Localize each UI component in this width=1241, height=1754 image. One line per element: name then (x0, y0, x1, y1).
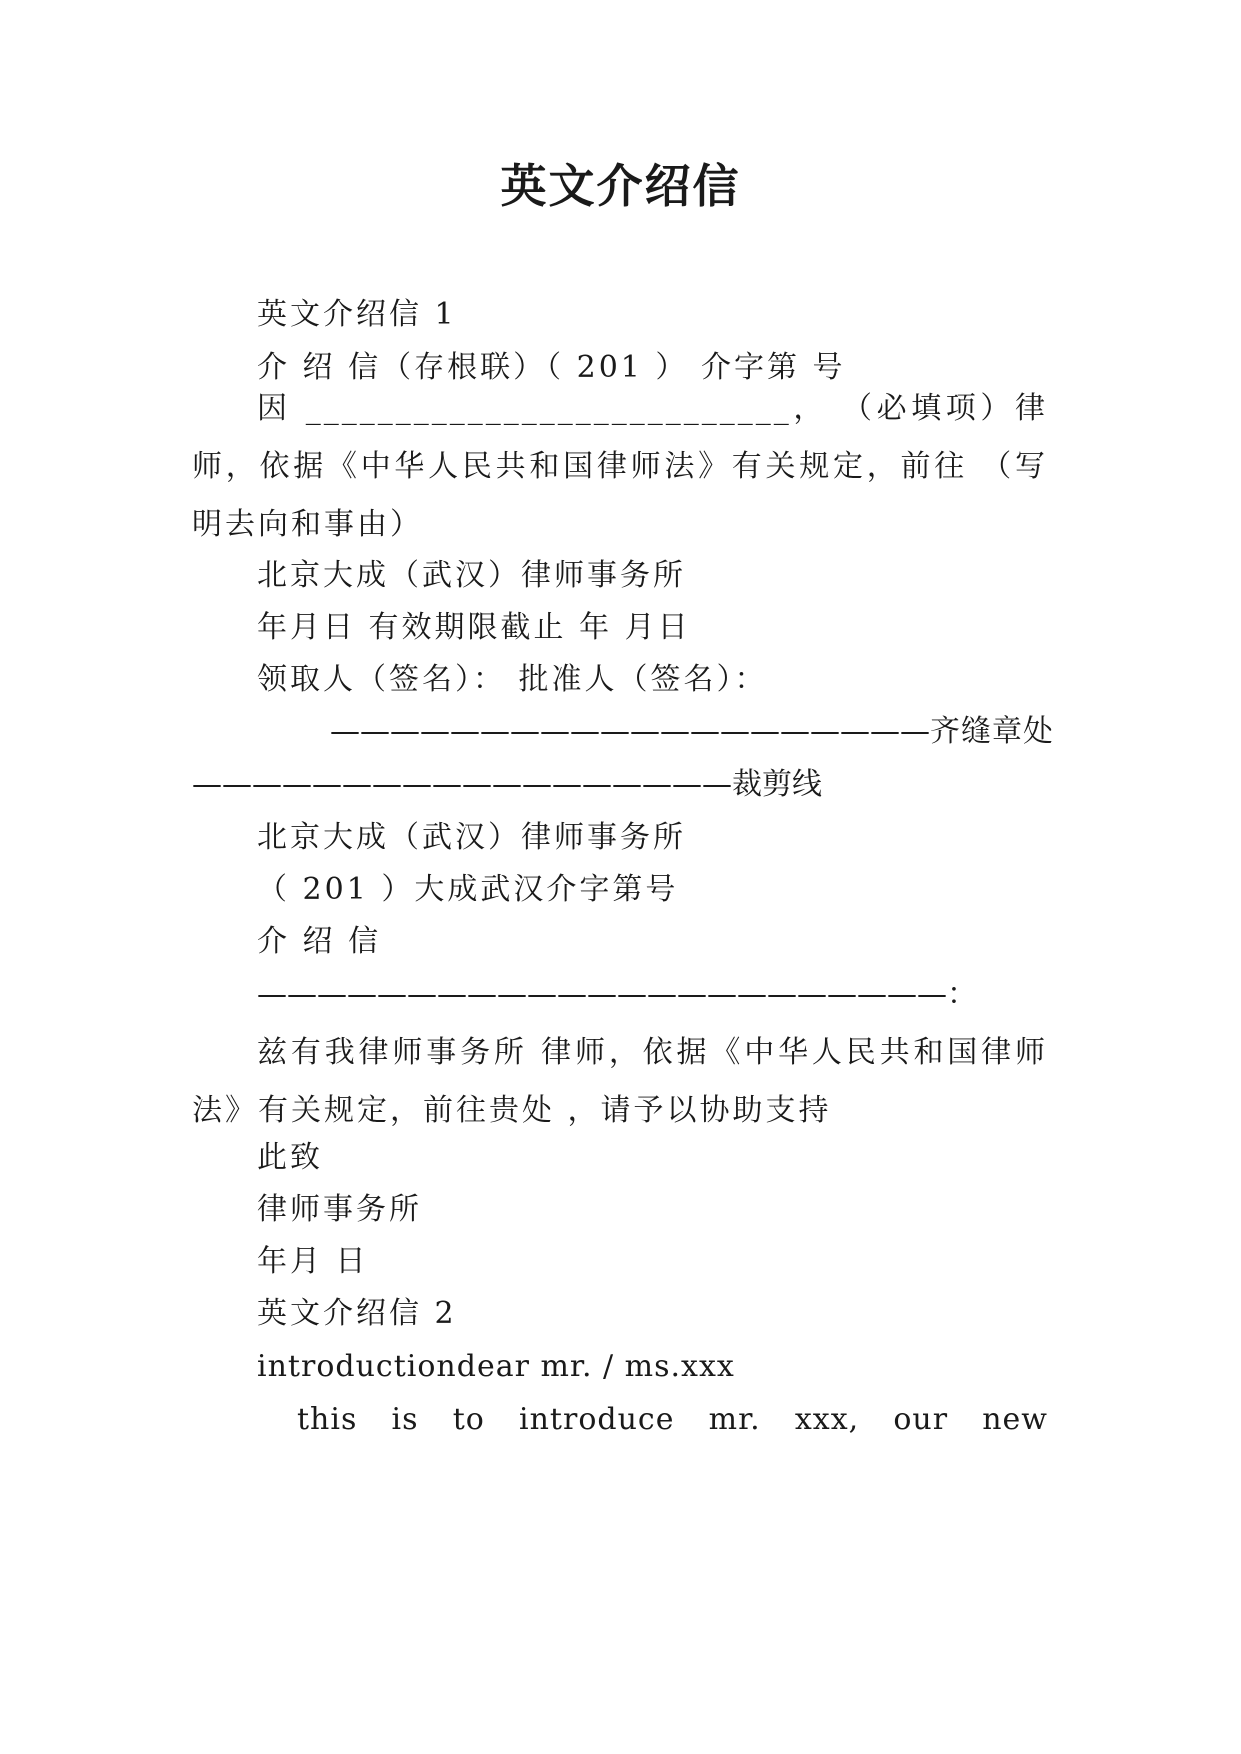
word: is (391, 1402, 419, 1437)
seal-char: 缝 (961, 714, 992, 749)
word: our (893, 1402, 949, 1437)
stub-header: 介 绍 信（存根联）（ 201 ） 介字第 号 (257, 350, 846, 385)
stub-firm-name: 北京大成（武汉）律师事务所 (257, 558, 686, 593)
letter-heading: 介 绍 信 (257, 924, 382, 959)
english-body-line (297, 1400, 1048, 1440)
letter-firm-name: 北京大成（武汉）律师事务所 (257, 820, 686, 855)
document-title: 英文介绍信 (500, 159, 741, 213)
seal-dash: ———————————————————— (330, 714, 930, 749)
letter-body: 兹有我律师事务所 律师，依据《中华人民共和国律师法》有关规定，前往贵处 ，请予以协助支持 (192, 1035, 1048, 1128)
section-heading-2: 英文介绍信 2 (257, 1296, 457, 1331)
word: mr. (708, 1402, 761, 1437)
letter-reference-number: （ 201 ）大成武汉介字第号 (257, 872, 679, 907)
closing-salutation: 此致 (257, 1140, 323, 1175)
stub-signature-line: 领取人（签名）： 批准人（签名）： (257, 662, 768, 697)
word: new (982, 1402, 1048, 1437)
seal-char: 齐 (930, 714, 961, 749)
recipient-line: ———————————————————————： (257, 977, 977, 1012)
word: introduce (519, 1402, 675, 1437)
letter-date: 年月 日 (257, 1244, 369, 1279)
english-salutation: introductiondear mr. / ms.xxx (257, 1349, 735, 1384)
seal-char: 处 (1023, 714, 1054, 749)
word: to (452, 1402, 485, 1437)
section-heading-1: 英文介绍信 1 (257, 297, 457, 332)
seal-line (330, 712, 1054, 752)
word: xxx, (794, 1402, 860, 1437)
seal-char: 章 (992, 714, 1023, 749)
stub-paragraph: 因 ___________________________， （必填项）律师，依据《中华人民共和国律师法》有关规定，前往 （写明去向和事由） (192, 391, 1048, 542)
cut-line: ——————————————————裁剪线 (192, 767, 822, 802)
word: this (297, 1402, 358, 1437)
letter-signature-firm: 律师事务所 (257, 1192, 422, 1227)
stub-validity-line: 年月日 有效期限截止 年 月日 (257, 610, 691, 645)
